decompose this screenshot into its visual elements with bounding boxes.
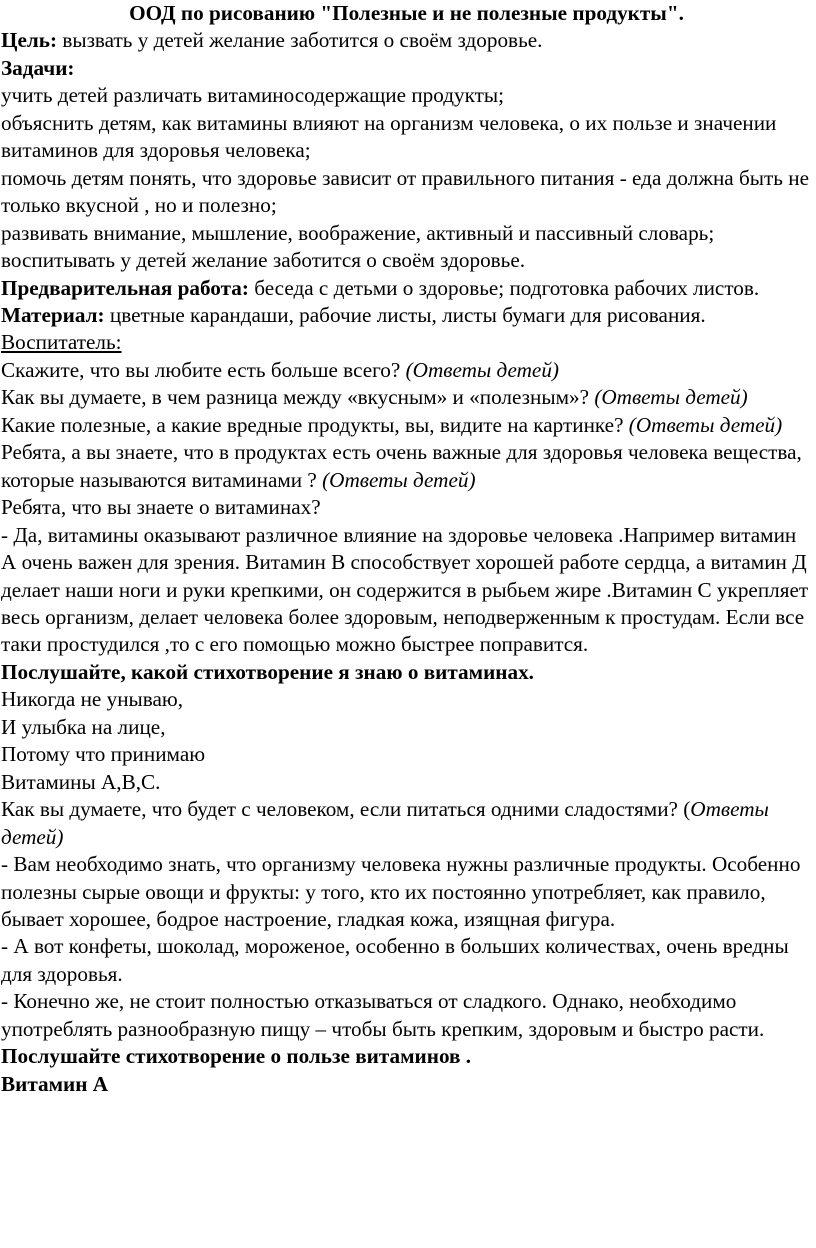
poem-heading-text: Послушайте, какой стихотворение я знаю о витаминах. xyxy=(1,659,534,684)
task-item: объяснить детям, как витамины влияют на организм человека, о их пользе и значении витаминов для здоровья человека; xyxy=(1,110,777,163)
poem-line: Потому что принимаю xyxy=(1,742,206,767)
poem-line: Витамины А,В,С. xyxy=(1,769,161,794)
question-text: Как вы думаете, в чем разница между «вкусным» и «полезным»? xyxy=(1,385,595,410)
poem2-heading xyxy=(1,1043,812,1070)
sweets-question-text: Как вы думаете, что будет с человеком, если питаться одними сладостями? ( xyxy=(1,797,691,822)
statement-paragraph: - А вот конфеты, шоколад, мороженое, особенно в больших количествах, очень вредны для здоровья. xyxy=(1,934,789,986)
sweets-question-paragraph xyxy=(1,796,812,851)
question-paragraph: Ребята, что вы знаете о витаминах? xyxy=(1,495,321,520)
question-text: Какие полезные, а какие вредные продукты, вы, видите на картинке? xyxy=(1,412,629,437)
vitamin-a-heading-text: Витамин А xyxy=(1,1071,109,1096)
material-label: Материал: xyxy=(1,302,105,327)
answers-note: (Ответы детей) xyxy=(628,412,783,437)
prework-label: Предварительная работа: xyxy=(1,275,249,300)
prework-paragraph xyxy=(1,275,812,302)
statement-paragraph: - Конечно же, не стоит полностью отказываться от сладкого. Однако, необходимо употреблять разнообразную пищу – чтобы быть крепким, здоровым и быстро расти. xyxy=(1,989,765,1041)
prework-text: беседа с детьми о здоровье; подготовка рабочих листов. xyxy=(248,275,760,300)
goal-label: Цель: xyxy=(1,28,58,53)
vitamin-a-heading xyxy=(1,1071,812,1098)
question-paragraph xyxy=(1,357,812,384)
poem-line: И улыбка на лице, xyxy=(1,714,166,739)
poem2-heading-text: Послушайте стихотворение о пользе витаминов . xyxy=(1,1044,472,1069)
question-paragraph xyxy=(1,412,812,439)
question-paragraph xyxy=(1,384,812,411)
question-text: Скажите, что вы любите есть больше всего? xyxy=(1,357,406,382)
task-item: учить детей различать витаминосодержащие продукты; xyxy=(1,83,505,108)
teacher-heading xyxy=(1,329,812,356)
material-text: цветные карандаши, рабочие листы, листы бумаги для рисования. xyxy=(104,302,706,327)
poem-heading xyxy=(1,659,812,686)
answers-note: Ответы детей) xyxy=(1,797,769,849)
material-line xyxy=(1,302,812,329)
goal-line xyxy=(1,27,812,54)
goal-text: вызвать у детей желание заботится о своём здоровье. xyxy=(57,28,543,53)
task-item: воспитывать у детей желание заботится о своём здоровье. xyxy=(1,248,526,273)
answers-note: (Ответы детей) xyxy=(594,385,748,410)
task-item: помочь детям понять, что здоровье зависит от правильного питания - еда должна быть не только вкусной , но и полезно; xyxy=(1,165,809,218)
poem-line: Никогда не унываю, xyxy=(1,687,184,712)
vitamins-paragraph: - Да, витамины оказывают различное влияние на здоровье человека .Например витамин А очень важен для зрения. Витамин В способствует хорошей работе сердца, а витамин Д делает наши ноги и руки крепкими, он содержится в рыбьем жире .Витамин С укрепляет весь организм, делает человека более здоровым, неподверженным к простудам. Если все таки простудился ,то с его помощью можно быстрее поправится. xyxy=(1,522,809,657)
document-title: ООД по рисованию "Полезные и не полезные продукты". xyxy=(129,1,684,25)
task-item: развивать внимание, мышление, воображение, активный и пассивный словарь; xyxy=(1,220,715,245)
statement-paragraph: - Вам необходимо знать, что организму человека нужны различные продукты. Особенно полезны сырые овощи и фрукты: у того, кто их постоянно употребляет, как правило, бывает хорошее, бодрое настроение, гладкая кожа, изящная фигура. xyxy=(1,852,801,931)
answers-note: (Ответы детей) xyxy=(322,467,476,492)
tasks-heading xyxy=(1,55,812,82)
answers-note: (Ответы детей) xyxy=(405,357,559,382)
tasks-label: Задачи: xyxy=(1,55,75,80)
question-text: Ребята, а вы знаете, что в продуктах есть очень важные для здоровья человека вещества, которые называются витаминами ? xyxy=(1,440,802,492)
question-paragraph xyxy=(1,439,812,494)
teacher-label: Воспитатель: xyxy=(1,330,122,355)
